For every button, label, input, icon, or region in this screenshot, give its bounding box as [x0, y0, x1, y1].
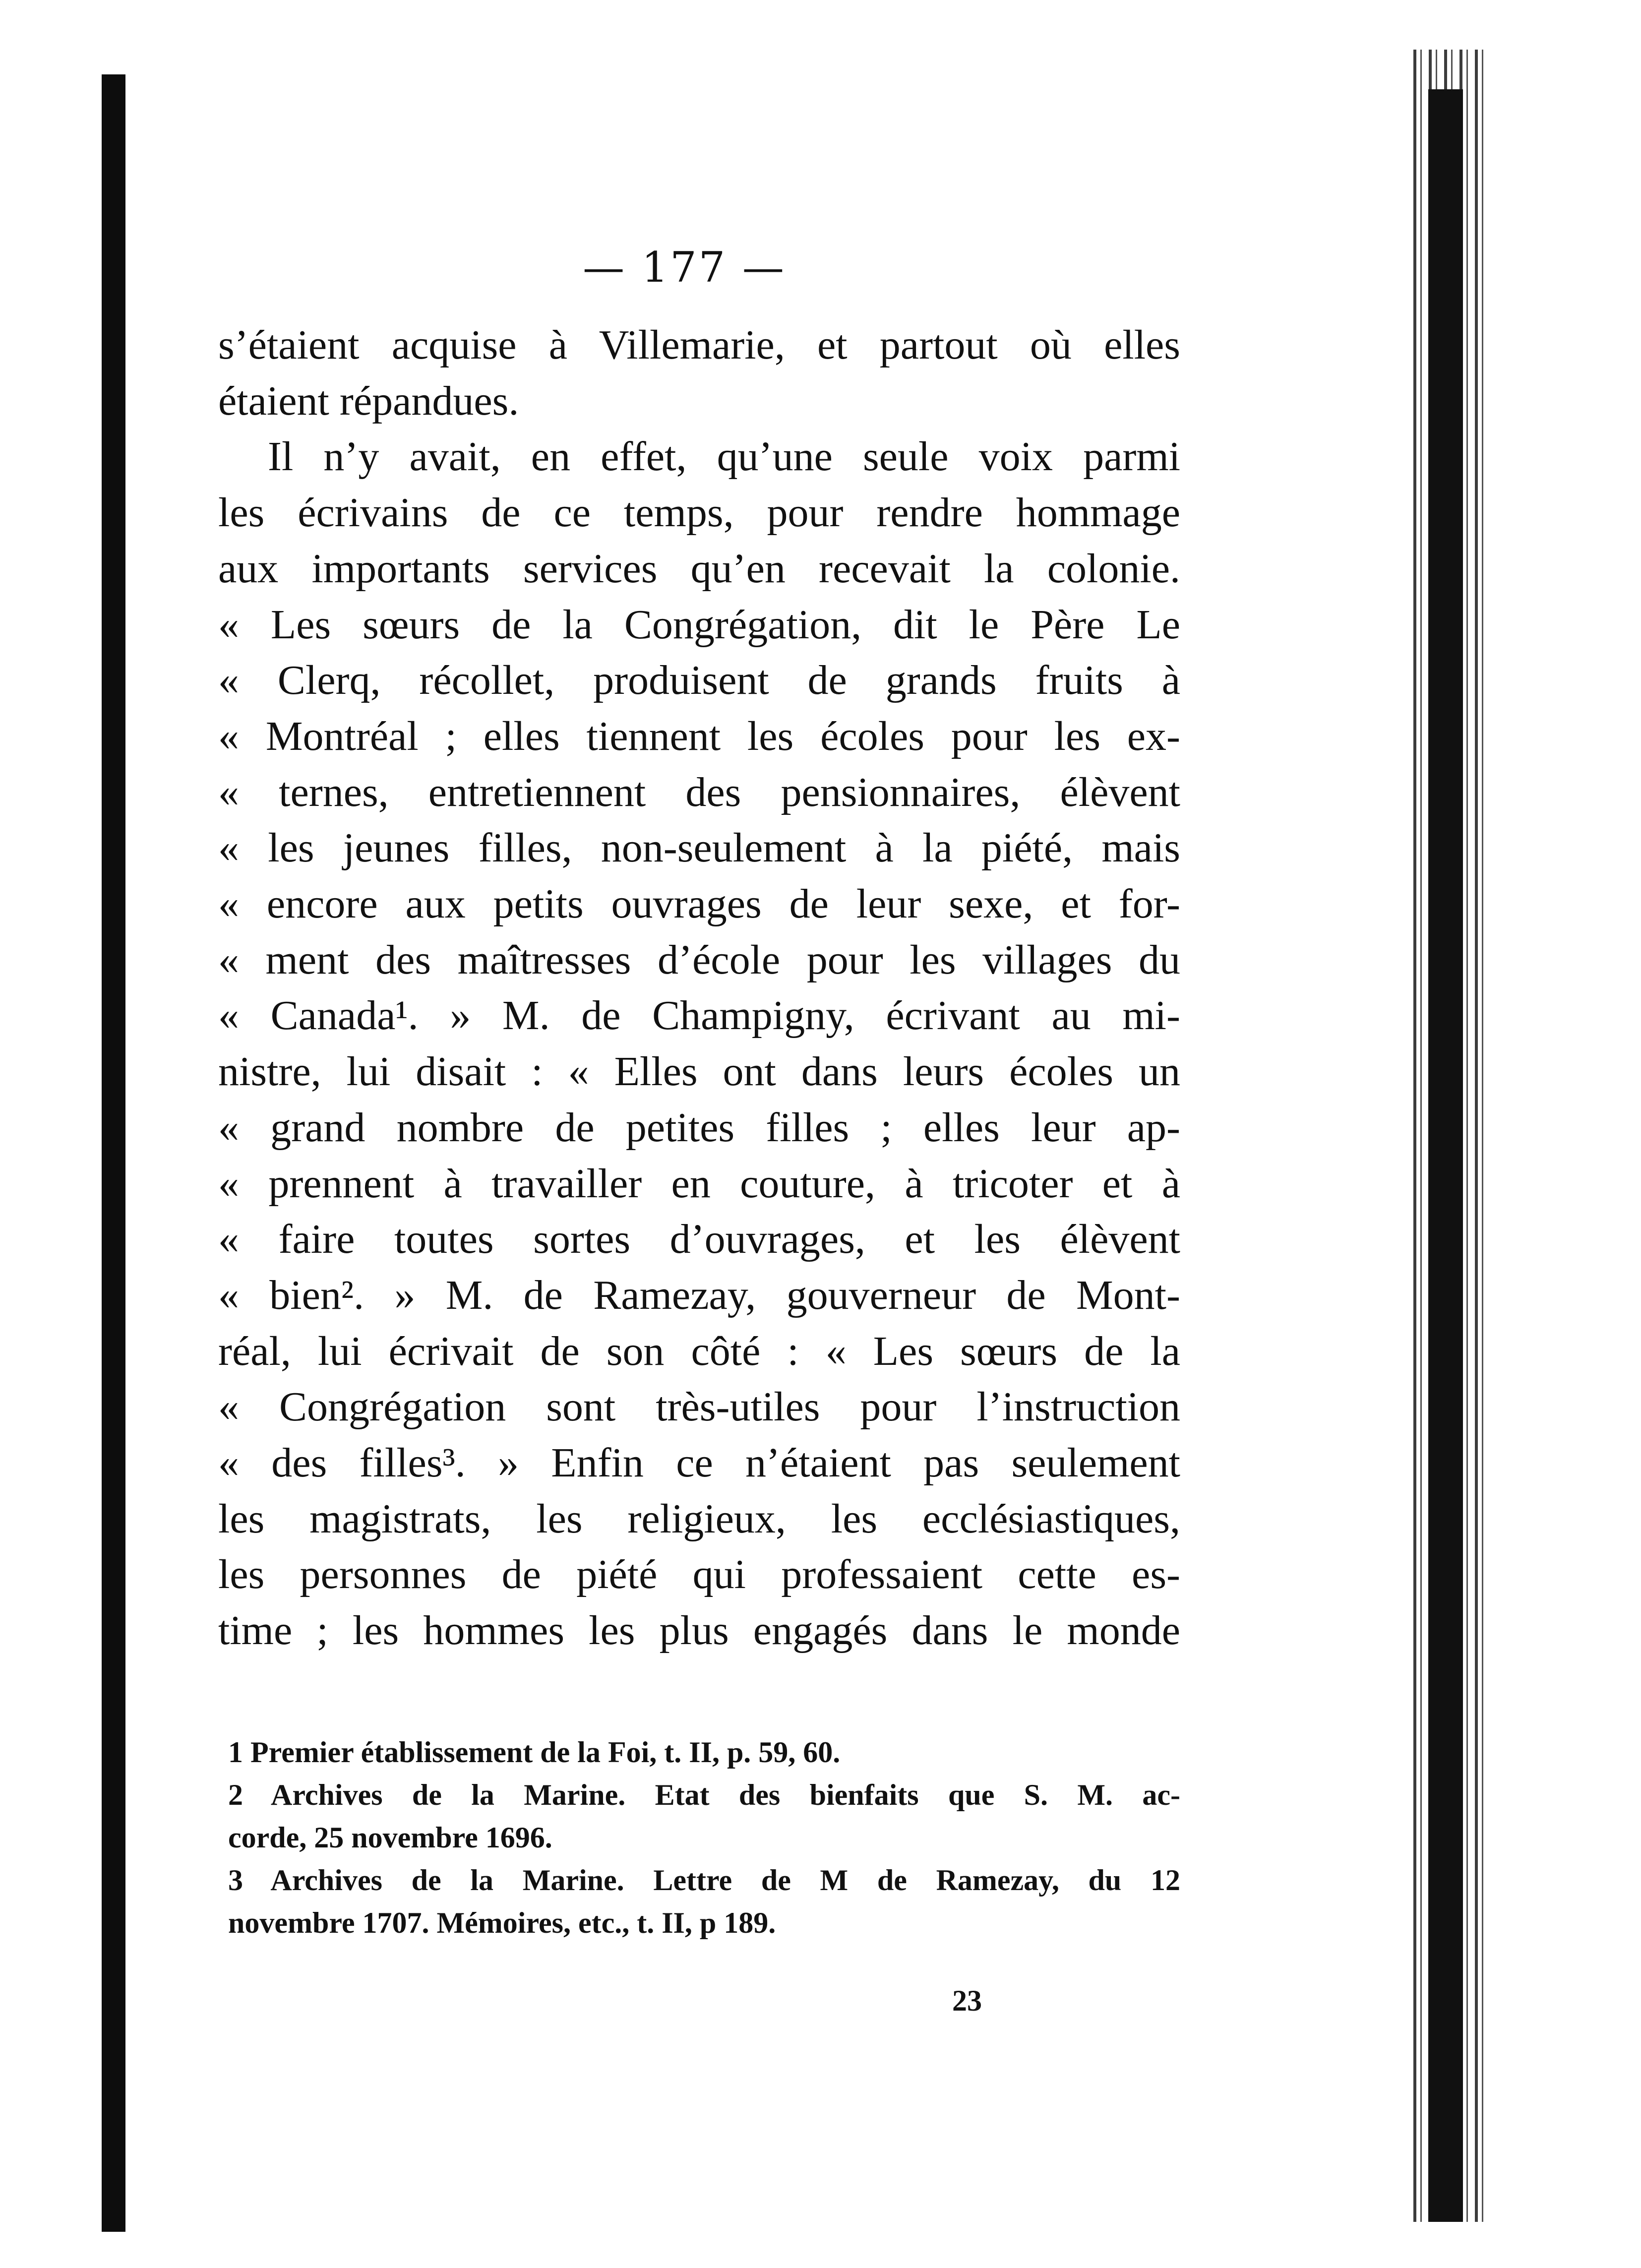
- text-line: « Les sœurs de la Congrégation, dit le Père Le: [218, 601, 1180, 648]
- text-line: « ment des maîtresses d’école pour les villages du: [218, 936, 1180, 983]
- text-line: les écrivains de ce temps, pour rendre hommage: [218, 490, 1180, 536]
- footnote-line: 3 Archives de la Marine. Lettre de M de Ramezay, du 12: [228, 1864, 1180, 1897]
- footnote-line: 2 Archives de la Marine. Etat des bienfaits que S. M. ac-: [228, 1778, 1180, 1811]
- text-line: nistre, lui disait : « Elles ont dans leurs écoles un: [218, 1048, 1180, 1095]
- text-line: « Clerq, récollet, produisent de grands fruits à: [218, 657, 1180, 704]
- footnote-line: corde, 25 novembre 1696.: [228, 1821, 552, 1854]
- text-line: « Congrégation sont très-utiles pour l’instruction: [218, 1384, 1180, 1430]
- text-line: s’étaient acquise à Villemarie, et partout où elles: [218, 322, 1180, 368]
- signature-mark: 23: [952, 1984, 982, 2017]
- footnote-line: novembre 1707. Mémoires, etc., t. II, p 189.: [228, 1906, 776, 1939]
- footnote-1: [228, 1731, 1180, 1774]
- page-edge-dark: [1428, 89, 1463, 2222]
- text-line: « bien². » M. de Ramezay, gouverneur de Mont-: [218, 1272, 1180, 1318]
- footnote-line: 1 Premier établissement de la Foi, t. II, p. 59, 60.: [228, 1736, 841, 1769]
- text-line: « encore aux petits ouvrages de leur sexe, et for-: [218, 881, 1180, 927]
- text-line: « prennent à travailler en couture, à tricoter et à: [218, 1160, 1180, 1207]
- text-line: étaient répandues.: [218, 377, 519, 424]
- text-line: les magistrats, les religieux, les ecclésiastiques,: [218, 1495, 1180, 1542]
- text-line: « les jeunes filles, non-seulement à la piété, mais: [218, 825, 1180, 871]
- footnote-2: [228, 1774, 1180, 1859]
- text-line: « Montréal ; elles tiennent les écoles pour les ex-: [218, 713, 1180, 759]
- text-line: « ternes, entretiennent des pensionnaires, élèvent: [218, 769, 1180, 815]
- page-number: — 177 —: [583, 243, 786, 292]
- binding-edge: [102, 74, 125, 2232]
- footnotes: [228, 1731, 1180, 1944]
- text-line: time ; les hommes les plus engagés dans le monde: [218, 1607, 1180, 1654]
- text-line: « grand nombre de petites filles ; elles leur ap-: [218, 1104, 1180, 1151]
- text-line: « des filles³. » Enfin ce n’étaient pas seulement: [218, 1440, 1180, 1486]
- text-line: les personnes de piété qui professaient cette es-: [218, 1551, 1180, 1598]
- text-line: « Canada¹. » M. de Champigny, écrivant au mi-: [218, 992, 1180, 1039]
- text-line: Il n’y avait, en effet, qu’une seule voix parmi: [268, 433, 1180, 480]
- body-text: [218, 317, 1180, 1659]
- text-line: « faire toutes sortes d’ouvrages, et les élèvent: [218, 1216, 1180, 1263]
- text-line: réal, lui écrivait de son côté : « Les sœurs de la: [218, 1328, 1180, 1374]
- text-line: aux importants services qu’en recevait la colonie.: [218, 545, 1180, 592]
- footnote-3: [228, 1859, 1180, 1944]
